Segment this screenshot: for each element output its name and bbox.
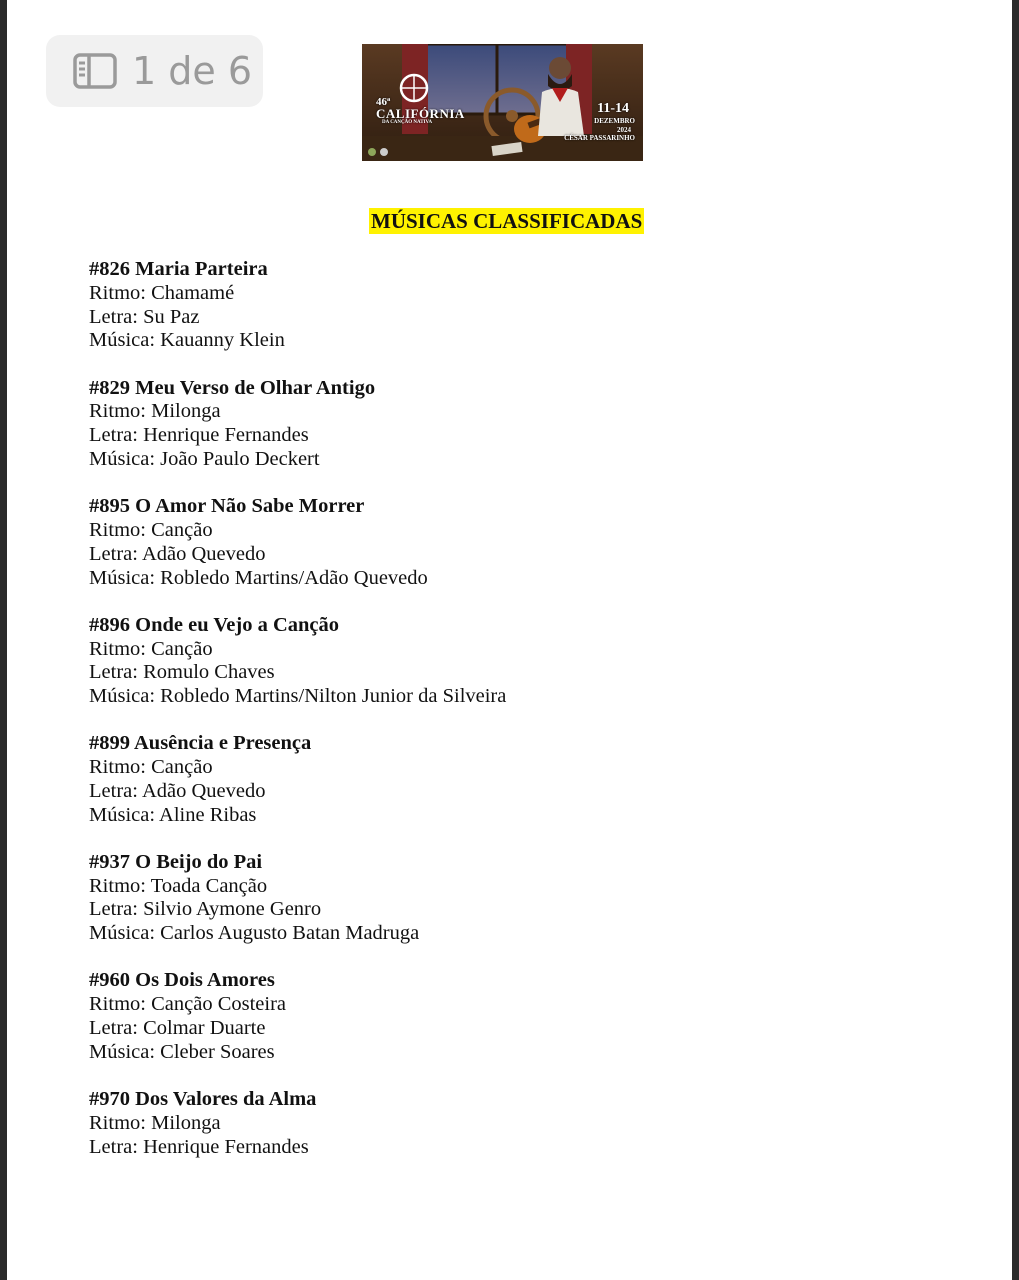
song-entry <box>89 732 949 827</box>
song-title: #970 Dos Valores da Alma <box>89 1088 317 1111</box>
song-title: #826 Maria Parteira <box>89 258 268 280</box>
song-letra <box>89 661 949 685</box>
song-letra-label: Letra: <box>89 1135 138 1158</box>
song-ritmo <box>89 282 949 306</box>
song-musica <box>89 567 949 591</box>
song-letra-label: Letra: <box>89 661 138 684</box>
song-ritmo-label: Ritmo: <box>89 756 146 779</box>
song-letra-value: Henrique Fernandes <box>143 424 309 447</box>
song-ritmo-label: Ritmo: <box>89 993 146 1016</box>
song-musica-label: Música: <box>89 329 156 352</box>
song-letra-label: Letra: <box>89 305 138 328</box>
song-musica-label: Música: <box>89 922 156 945</box>
song-ritmo <box>89 638 949 662</box>
song-letra-value: Henrique Fernandes <box>143 1135 309 1158</box>
song-letra-label: Letra: <box>89 424 138 447</box>
song-musica-label: Música: <box>89 447 156 470</box>
song-ritmo-label: Ritmo: <box>89 874 146 897</box>
song-ritmo <box>89 875 949 899</box>
song-letra <box>89 543 949 567</box>
festival-banner <box>362 44 643 161</box>
banner-honoree: CÉSAR PASSARINHO <box>564 134 635 142</box>
song-list <box>89 258 949 1183</box>
song-ritmo-value: Canção <box>151 756 213 779</box>
song-musica-value: Cleber Soares <box>160 1040 275 1063</box>
song-musica <box>89 922 949 946</box>
song-letra-value: Adão Quevedo <box>141 542 266 565</box>
song-ritmo <box>89 400 949 424</box>
song-entry <box>89 258 949 353</box>
song-title: #937 O Beijo do Pai <box>89 850 263 873</box>
song-entry <box>89 969 949 1064</box>
song-ritmo-value: Chamamé <box>151 281 235 304</box>
song-ritmo <box>89 756 949 780</box>
song-ritmo-value: Canção Costeira <box>151 993 287 1016</box>
section-title: MÚSICAS CLASSIFICADAS <box>371 209 643 233</box>
song-ritmo-value: Milonga <box>151 400 221 423</box>
song-letra <box>89 424 949 448</box>
song-letra-label: Letra: <box>89 542 138 565</box>
song-entry <box>89 851 949 946</box>
song-letra <box>89 898 949 922</box>
song-letra-value: Adão Quevedo <box>141 779 266 802</box>
song-ritmo-value: Canção <box>151 637 213 660</box>
song-title: #895 O Amor Não Sabe Morrer <box>89 495 365 518</box>
song-ritmo-value: Milonga <box>151 1111 221 1134</box>
song-ritmo-value: Canção <box>151 518 213 541</box>
song-ritmo-label: Ritmo: <box>89 518 146 541</box>
banner-dates: 11-14 <box>597 101 629 116</box>
song-ritmo <box>89 519 949 543</box>
song-musica-value: Robledo Martins/Adão Quevedo <box>160 566 428 589</box>
song-musica <box>89 1041 949 1065</box>
song-musica-label: Música: <box>89 685 156 708</box>
song-title: #960 Os Dois Amores <box>89 969 275 992</box>
right-screen-edge <box>1012 0 1019 1280</box>
song-letra <box>89 306 949 330</box>
song-musica <box>89 448 949 472</box>
song-musica <box>89 685 949 709</box>
page-counter-text: 1 de 6 <box>132 49 253 93</box>
song-title: #829 Meu Verso de Olhar Antigo <box>89 376 376 399</box>
song-ritmo-label: Ritmo: <box>89 400 146 423</box>
song-musica <box>89 329 949 353</box>
song-musica-label: Música: <box>89 1040 156 1063</box>
page-counter-badge[interactable] <box>46 35 263 107</box>
song-entry <box>89 614 949 709</box>
left-screen-edge <box>0 0 7 1280</box>
banner-festival-name: CALIFÓRNIA <box>376 106 465 121</box>
song-entry <box>89 1088 949 1159</box>
song-ritmo-value: Toada Canção <box>150 874 268 897</box>
song-musica-value: João Paulo Deckert <box>160 447 320 470</box>
song-musica-value: Robledo Martins/Nilton Junior da Silveira <box>160 685 507 708</box>
banner-year: 2024 <box>617 126 631 134</box>
song-title: #899 Ausência e Presença <box>89 732 312 755</box>
sidebar-toggle-icon[interactable] <box>73 53 117 89</box>
song-letra <box>89 1017 949 1041</box>
song-letra-value: Su Paz <box>143 305 200 328</box>
banner-festival-subtitle: DA CANÇÃO NATIVA <box>382 120 433 125</box>
song-ritmo <box>89 993 949 1017</box>
song-ritmo-label: Ritmo: <box>89 1111 146 1134</box>
song-letra-label: Letra: <box>89 779 138 802</box>
song-letra <box>89 780 949 804</box>
song-letra-value: Romulo Chaves <box>143 661 275 684</box>
song-letra <box>89 1136 949 1160</box>
banner-edition: 46ª <box>376 96 391 108</box>
song-letra-value: Silvio Aymone Genro <box>143 898 322 921</box>
song-title: #896 Onde eu Vejo a Canção <box>89 613 340 636</box>
song-musica-label: Música: <box>89 803 156 826</box>
song-musica-value: Aline Ribas <box>159 803 257 826</box>
song-musica <box>89 804 949 828</box>
banner-month: DEZEMBRO <box>594 117 635 125</box>
song-ritmo-label: Ritmo: <box>89 281 146 304</box>
song-musica-value: Carlos Augusto Batan Madruga <box>160 922 420 945</box>
song-entry <box>89 377 949 472</box>
song-ritmo <box>89 1112 949 1136</box>
song-ritmo-label: Ritmo: <box>89 637 146 660</box>
song-entry <box>89 495 949 590</box>
song-letra-label: Letra: <box>89 898 138 921</box>
song-musica-value: Kauanny Klein <box>160 329 285 352</box>
song-musica-label: Música: <box>89 566 156 589</box>
song-letra-label: Letra: <box>89 1017 138 1040</box>
song-letra-value: Colmar Duarte <box>143 1017 266 1040</box>
